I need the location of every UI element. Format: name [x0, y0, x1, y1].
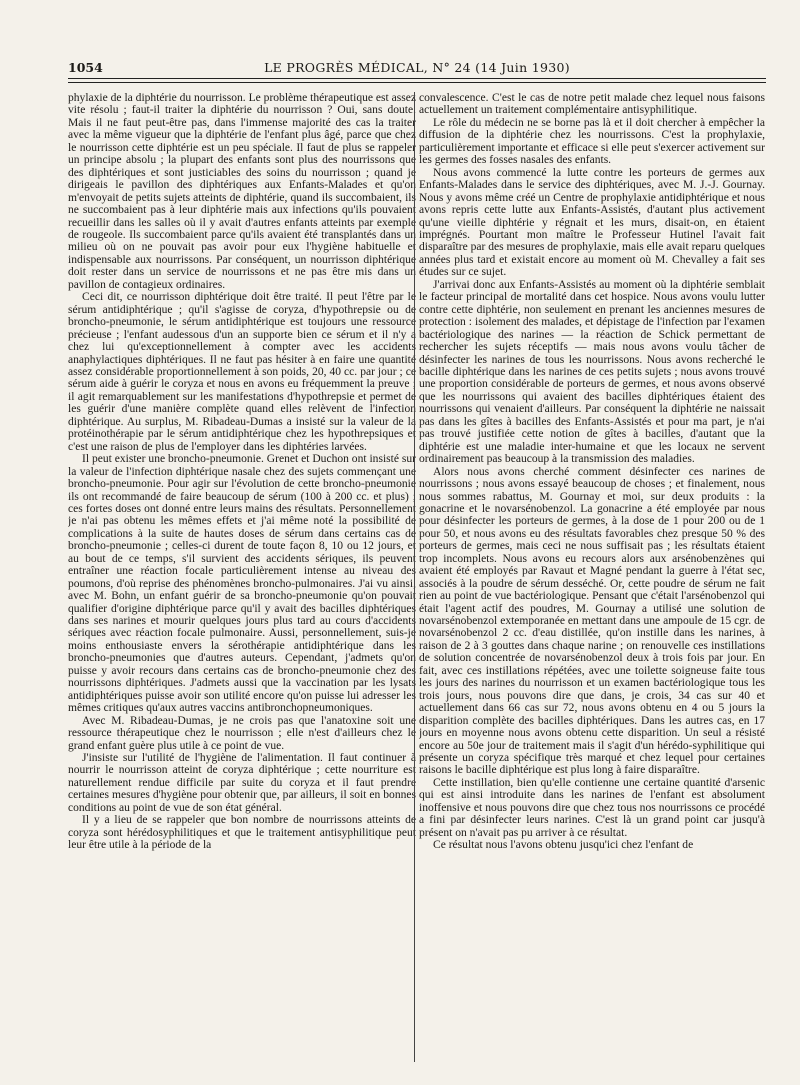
paragraph: Ceci dit, ce nourrisson diphtérique doit être traité. Il peut l'être par le sérum antidiphtérique ; qu'il s'agisse de coryza, d'hypothrepsie ou de broncho-pneumonie, le sérum antidiphtérique est toujours une ressource précieuse ; l'enfant audessous d'un an supporte bien ce sérum et il n'y a chez lui qu'exceptionnellement à compter avec les accidents anaphylactiques diphtériques. Il ne faut pas hésiter à en faire une quantité assez considérable proportionnellement à son poids, 20, 40 cc. par jour ; ce sérum aide à guérir le coryza et nous en avons eu fréquemment la preuve ; il agit remarquablement sur les manifestations d'hypothrepsie et permet de les guérir d'une manière complète quand elles relèvent de l'infection diphtérique. Au surplus, M. Ribadeau-Dumas a insisté sur la valeur de la protéinothérapie par le sérum antidiphtérique chez les hypothrepsiques et c'est une raison de plus de l'employer dans les diphtéries larvées.: [68, 291, 416, 453]
column-divider: [414, 92, 415, 1062]
paragraph: Ce résultat nous l'avons obtenu jusqu'ici chez l'enfant de: [433, 839, 694, 852]
paragraph: J'arrivai donc aux Enfants-Assistés au moment où la diphtérie semblait le facteur principal de mortalité dans cet hospice. Nous avons voulu lutter contre cette diphtérie, non seulement en prenant les anciennes mesures de protection : isolement des malades, et dépistage de l'infection par l'examen bactériologique des narines — la réaction de Schick permettant de rechercher les sujets réceptifs — mais nous avons voulu tâcher de désinfecter les narines de tous les nourrissons. Nous avons recherché le bacille diphtérique dans les narines de ces petits sujets ; nous avons trouvé une proportion considérable de porteurs de germes, et nous avons observé que les nourrissons qui avaient des bacilles diphtériques étaient des nourrissons qui venaient d'ailleurs. Par conséquent la diphtérie ne naissait pas dans les gîtes à bacilles des Enfants-Assistés et pour ma part, je n'ai pas trouvé justifiée cette notion de gîtes à bacilles, d'autant que la diphtérie est une maladie inter-humaine et que les locaux ne servent ordinairement pas beaucoup à la transmission des maladies.: [419, 278, 765, 466]
paragraph: Alors nous avons cherché comment désinfecter ces narines de nourrissons ; nous avons essayé beaucoup de choses ; et finalement, nous nous sommes rabattus, M. Gournay et moi, sur deux produits : la gonacrine et le novarsénobenzol. La gonacrine a été employée par nous pour désinfecter les porteurs de germes, à la dose de 1 pour 200 ou de 1 pour 50, et nous avons eu des résultats favorables chez presque 50 % des porteurs de germes, mais ceci ne nous suffisait pas ; les résultats étaient trop incomplets. Nous avons eu recours alors aux arsénobenzènes qui avaient été employés par Ravaut et Magné pendant la guerre à l'état sec, associés à la poudre de sérum desséché. Or, cette poudre de sérum ne fait rien au point de vue bactériologique. Pensant que c'était l'arsénobenzol qui était l'agent actif des poudres, M. Gournay a utilisé une solution de novarsénobenzol extemporanée en mettant dans une ampoule de 15 cgr. de novarsénobenzol 2 cc. d'eau distillée, qu'on instille dans les narines, à raison de 2 à 3 gouttes dans chaque narine ; on renouvelle ces instillations de solution concentrée de novarsénobenzol deux à trois fois par jour. En fait, avec ces instillations répétées, avec une toilette soigneuse faite tous les jours des narines du nourrisson et un examen bactériologique tous les trois jours, nous pouvons dire que dans, je crois, 34 cas sur 40 et actuellement dans 66 cas sur 72, nous avons obtenu en 4 ou 5 jours la disparition complète des bacilles diphtériques. Dans les autres cas, en 17 jours en moyenne nous avons obtenu cette disparition. Un seul a résisté encore au 50e jour de traitement mais il s'agit d'un hérédo-syphilitique qui présente un coryza spécifique très marqué et chez lequel pour certaines raisons le bacille diphtérique est plus long à faire disparaître.: [419, 465, 765, 777]
page-number: 1054: [68, 60, 103, 75]
paragraph: phylaxie de la diphtérie du nourrisson. Le problème thérapeutique est assez vite résolu ; faut-il traiter la diphtérie du nourrisson ? Oui, sans doute. Mais il ne faut peut-être pas, dans l'immense majorité des cas la traiter avec la même vigueur que la diphtérie de l'enfant plus âgé, parce que chez le nourrisson cette diphtérie est un peu spéciale. Il faut de plus se rappeler un principe absolu ; la plupart des enfants sont plus des nourrissons que des diphtériques et sont justiciables des soins du nourrisson ; quand je dirigeais le pavillon des diphtériques aux Enfants-Malades et qu'on m'envoyait de petits sujets atteints de diphtérie, quand ils succombaient, ils ne succombaient pas à leur diphtérie mais aux infections qu'ils pouvaient recueillir dans les salles où il y avait d'autres enfants atteints par exemple de rougeole. Ils succombaient parce qu'ils avaient été transplantés dans un milieu où on ne pouvait pas avoir pour eux l'hygiène habituelle et indispensable aux nourrissons. Par conséquent, un nourrisson diphtérique doit rester dans un service de nourrissons et ne pas être mis dans un pavillon de contagieux ordinaires.: [68, 92, 416, 291]
paragraph: Avec M. Ribadeau-Dumas, je ne crois pas que l'anatoxine soit une ressource thérapeutique chez le nourrisson ; elle n'est d'ailleurs chez le grand enfant guère plus utile à ce point de vue.: [68, 714, 416, 752]
header-rule-thin: [68, 82, 766, 83]
left-column: [68, 92, 416, 1077]
running-title: LE PROGRÈS MÉDICAL, N° 24 (14 Juin 1930): [264, 60, 570, 75]
paragraph: Le rôle du médecin ne se borne pas là et il doit chercher à empêcher la diffusion de la diphtérie chez les nourrissons. C'est la prophylaxie, particulièrement importante et efficace si elle peut s'exercer activement sur les germes des fosses nasales des enfants.: [419, 116, 765, 167]
paragraph: Nous avons commencé la lutte contre les porteurs de germes aux Enfants-Malades dans le service des diphtériques, avec M. J.-J. Gournay. Nous y avons même créé un Centre de prophylaxie antidiphtérique et nous avons repris cette lutte aux Enfants-Assistés, d'autant plus activement qu'une vieille diphtérie y régnait et les murs, disait-on, en étaient imprégnés. Pourtant mon maître le Professeur Hutinel l'avait fait disparaître par des mesures de prophylaxie, mais elle avait reparu quelques années plus tard et existait encore au moment où M. Chevalley a fait ses études sur ce sujet.: [419, 166, 765, 279]
paragraph: Il peut exister une broncho-pneumonie. Grenet et Duchon ont insisté sur la valeur de l'infection diphtérique nasale chez des sujets commençant une broncho-pneumonie. Pour agir sur l'évolution de cette broncho-pneumonie ils ont recommandé de faire beaucoup de sérum (100 à 200 cc. et plus) ; ces fortes doses ont donné entre leurs mains des résultats. Personnellement je n'ai pas obtenu les mêmes effets et j'ai même noté la possibilité de complications à la suite de hautes doses de sérum dans certains cas de broncho-pneumonie ; celles-ci durent de toute façon 8, 10 ou 12 jours, et au bout de ce temps, s'il survient des accidents sériques, ils peuvent entraîner une réaction focale particulièrement intense au niveau des poumons, d'où reprise des phénomènes broncho-pulmonaires. J'ai vu ainsi, avec M. Bohn, un enfant guérir de sa broncho-pneumonie qu'on pouvait qualifier d'origine diphtérique parce qu'il y avait des bacilles diphtériques dans ses narines et mourir quelques jours plus tard au cours d'accidents sériques avec réaction focale pulmonaire. Aussi, personnellement, suis-je moins enthousiaste envers la sérothérapie antidiphtérique dans les broncho-pneumonies que d'autres auteurs. Cependant, j'admets qu'on puisse y avoir recours dans certains cas de broncho-pneumonie chez des nourrissons diphtériques. J'admets aussi que la vaccination par les lysats antidiphtériques puisse avoir son utilité encore qu'on puisse lui adresser les mêmes critiques qu'aux autres vaccins antibronchopneumoniques.: [68, 453, 416, 715]
running-header: [68, 58, 766, 80]
paragraph: Cette instillation, bien qu'elle contienne une certaine quantité d'arsenic qui est ainsi introduite dans les narines de l'enfant est absolument inoffensive et nous pouvons dire que chez tous nos nourrissons ce procédé a fini par désinfecter leurs narines. C'est là un grand point car jusqu'à présent on n'avait pas pu arriver à ce résultat.: [419, 776, 765, 839]
paragraph: convalescence. C'est le cas de notre petit malade chez lequel nous faisons actuellement un traitement complémentaire antisyphilitique.: [419, 92, 765, 117]
paragraph: J'insiste sur l'utilité de l'hygiène de l'alimentation. Il faut continuer à nourrir le nourrisson atteint de coryza diphtérique ; cette nourriture est naturellement rendue difficile par suite du coryza et il faut prendre certaines mesures d'hygiène pour obtenir que, par ailleurs, il soit en bonnes conditions au point de vue de son état général.: [68, 752, 416, 814]
header-rule: [68, 78, 766, 79]
right-column: [419, 92, 765, 1077]
paragraph: Il y a lieu de se rappeler que bon nombre de nourrissons atteints de coryza sont hérédosyphilitiques et que le traitement antisyphilitique peut leur être utile à la période de la: [68, 814, 416, 852]
